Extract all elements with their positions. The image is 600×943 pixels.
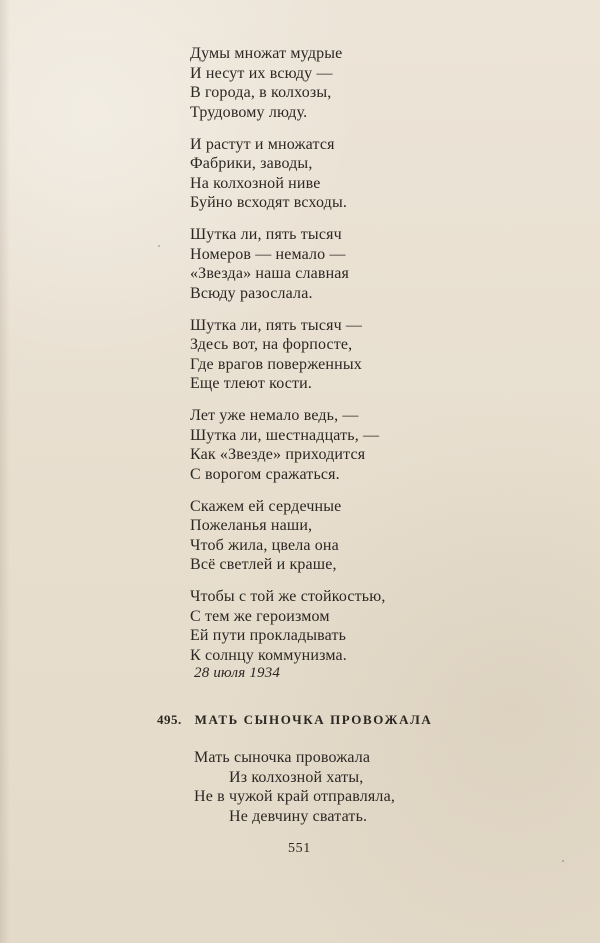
poem-line: Скажем ей сердечные <box>190 497 342 515</box>
poem-line: Еще тлеют кости. <box>190 375 313 392</box>
poem-line: Чтоб жила, цвела она <box>190 536 339 554</box>
poem-line: Номеров — немало — <box>190 245 346 263</box>
poem-line: Всюду разослала. <box>190 284 313 302</box>
poem-line: И несут их всюду — <box>190 64 333 82</box>
stanza-6 <box>190 497 450 575</box>
poem-line: Буйно всходят всходы. <box>190 194 348 211</box>
poem-line: С ворогом сражаться. <box>190 465 340 483</box>
poem-line: Всё светлей и краше, <box>190 556 337 573</box>
page-number: 551 <box>288 841 311 856</box>
poem-line: Из колхозной хаты, <box>229 768 364 786</box>
poem-line: Не девчину сватать. <box>229 807 368 825</box>
poem-line: «Звезда» наша славная <box>190 265 350 282</box>
poem-line: Чтобы с той же стойкостью, <box>190 588 386 605</box>
poem-line: Здесь вот, на форпосте, <box>190 336 353 353</box>
poem-line: Шутка ли, шестнадцать, — <box>190 426 380 444</box>
stanza-1 <box>190 44 450 122</box>
poem-line: Шутка ли, пять тысяч — <box>190 316 363 334</box>
paper-speck <box>158 245 160 247</box>
poem-line: Фабрики, заводы, <box>190 155 313 172</box>
paper-speck <box>562 860 564 862</box>
stanza-7 <box>190 587 450 665</box>
poem-line: Не в чужой край отправляла, <box>194 788 395 805</box>
poem-number: 495. <box>157 712 182 727</box>
stanza-3 <box>190 225 450 303</box>
poem-line: Шутка ли, пять тысяч <box>190 226 342 243</box>
poem-line: В города, в колхозы, <box>190 84 332 101</box>
poem-line: Мать сыночка провожала <box>194 749 371 766</box>
poem-line: На колхозной ниве <box>190 174 321 192</box>
poem-line: Пожеланья наши, <box>190 517 313 534</box>
poem-line: Где врагов поверженных <box>190 355 362 373</box>
poem-line: Ей пути прокладывать <box>190 627 347 644</box>
poem-line: К солнцу коммунизма. <box>190 646 347 664</box>
next-poem-heading <box>157 712 432 728</box>
poem-line: Как «Звезде» приходится <box>190 446 366 463</box>
poem-line: Трудовому люду. <box>190 103 308 121</box>
poem-line: И растут и множатся <box>190 135 335 153</box>
stanza-2 <box>190 135 450 213</box>
stanza-4 <box>190 316 450 394</box>
poem-line: Лет уже немало ведь, — <box>190 407 359 424</box>
poem-title: МАТЬ СЫНОЧКА ПРОВОЖАЛА <box>194 712 433 727</box>
page-edge-shadow <box>0 0 10 943</box>
stanza-5 <box>190 406 450 484</box>
poem-date: 28 июля 1934 <box>194 665 281 681</box>
poem-line: С тем же героизмом <box>190 607 330 625</box>
poem-line: Думы множат мудрые <box>190 45 343 62</box>
poem-body <box>190 44 450 678</box>
